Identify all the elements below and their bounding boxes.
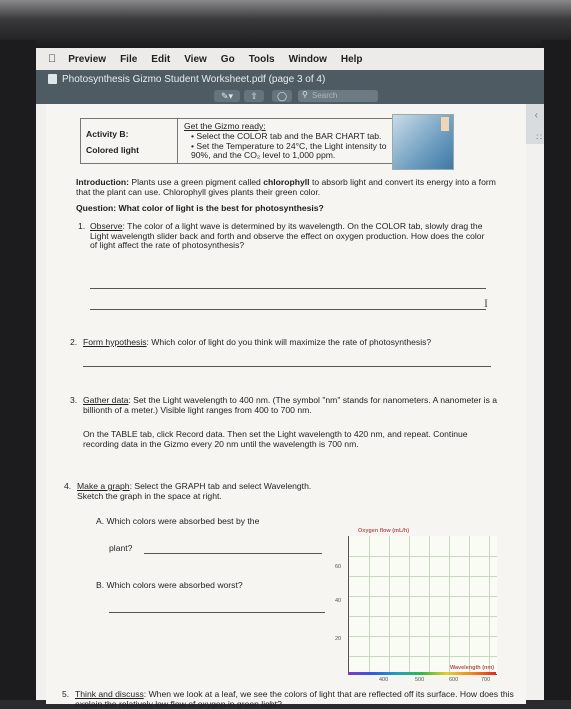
search-icon: ⚲ [302,90,308,99]
activity-label-cell [81,119,178,163]
grid-icon[interactable]: ∷ [536,132,542,142]
menu-window[interactable]: Window [280,53,319,65]
menu-view[interactable]: View [175,53,199,65]
menu-app[interactable]: Preview [60,53,98,65]
graph-x-title: Wavelength (nm) [450,665,495,671]
screen [36,48,544,709]
annotate-button[interactable]: ◯ [272,90,292,102]
setup-bullet-2: • Set the Temperature to 24°C, the Light intensity to 90%, and the CO₂ level to 1,000 ppm. [191,141,387,160]
back-arrow-icon[interactable]: ‹ [534,110,538,121]
apple-icon[interactable] [48,53,56,65]
answer-line[interactable] [109,612,325,613]
q4-number: 4. [64,481,72,491]
answer-line[interactable] [144,553,322,554]
x-tick: 500 [415,677,425,683]
color-spectrum-bar [348,672,496,675]
y-tick: 20 [335,636,342,642]
question-heading: Question: What color of light is the best for photosynthesis? [76,203,324,213]
setup-bullet-1: • Select the COLOR tab and the BAR CHART tab. [191,131,382,141]
q2-number: 2. [70,337,78,347]
window-title: Photosynthesis Gizmo Student Worksheet.pdf (page 3 of 4) [62,73,326,85]
activity-box [80,118,394,164]
menu-edit[interactable]: Edit [143,53,162,65]
q4-text: Make a graph: Select the GRAPH tab and select Wavelength. Sketch the graph in the space at right. [77,481,312,501]
window-titlebar [36,70,544,88]
laptop-bezel-left [0,40,36,700]
activity-subtitle: Colored light [86,145,139,155]
activity-label: Activity B: [86,129,129,139]
q5-text: Think and discuss: When we look at a leaf, we see the colors of light that are reflected off its surface. How does this explain the relatively low flow of oxygen in green light? [75,689,514,709]
pdf-page [46,104,526,709]
gizmo-thumbnail-image [392,114,454,170]
menu-file[interactable]: File [111,53,130,65]
q3-text-2: On the TABLE tab, click Record data. Then set the Light wavelength to 420 nm, and repeat. Continue recording data in the Gizmo every 20 nm until the wavelength is 700 nm. [83,429,468,449]
laptop-bezel-top [0,0,571,48]
q1-text: Observe: The color of a light wave is determined by its wavelength. On the COLOR tab, slowly drag the Light wavelength slider back and forth and observe the effect on oxygen production. How does the color of light affect the rate of photosynthesis? [90,221,485,250]
menu-bar [36,48,544,70]
q3-text: Gather data: Set the Light wavelength to 400 nm. (The symbol "nm" stands for nanometers. A nanometer is a billionth of a meter.) Visible light ranges from 400 to 700 nm. [83,395,498,415]
x-tick: 400 [379,677,389,683]
answer-line[interactable] [90,309,486,310]
x-tick: 700 [481,677,491,683]
q2-text: Form hypothesis: Which color of light do you think will maximize the rate of photosynthesis? [83,337,432,347]
introduction-paragraph: Introduction: Plants use a green pigment called chlorophyll to absorb light and convert its energy into a form that the plant can use. Chlorophyll gives plants their green color. [76,177,496,197]
q4a-cont: plant? [109,543,133,553]
q3-number: 3. [70,395,78,405]
gizmo-ready-heading: Get the Gizmo ready: [184,121,266,131]
menu-help[interactable]: Help [332,53,355,65]
y-tick: 40 [335,598,342,604]
q4a-text: A. Which colors were absorbed best by the [96,516,260,526]
graph-y-title: Oxygen flow (mL/h) [358,528,410,534]
x-tick: 600 [449,677,459,683]
q1-number: 1. [78,221,86,231]
document-icon [48,74,57,84]
menu-tools[interactable]: Tools [240,53,267,65]
text-cursor-icon: I [484,296,488,310]
share-button[interactable]: ⇧ [244,90,264,102]
answer-line[interactable] [83,366,491,367]
q5-number: 5. [62,689,70,699]
markup-pen-button[interactable]: ✎▾ [214,90,240,102]
graph-area[interactable] [335,536,497,683]
laptop-bezel-right [541,40,571,700]
toolbar [36,88,544,104]
search-input[interactable]: Search [298,90,378,102]
menu-go[interactable]: Go [212,53,227,65]
answer-line[interactable] [90,288,486,289]
y-tick: 60 [335,564,342,570]
q4b-text: B. Which colors were absorbed worst? [96,580,243,590]
